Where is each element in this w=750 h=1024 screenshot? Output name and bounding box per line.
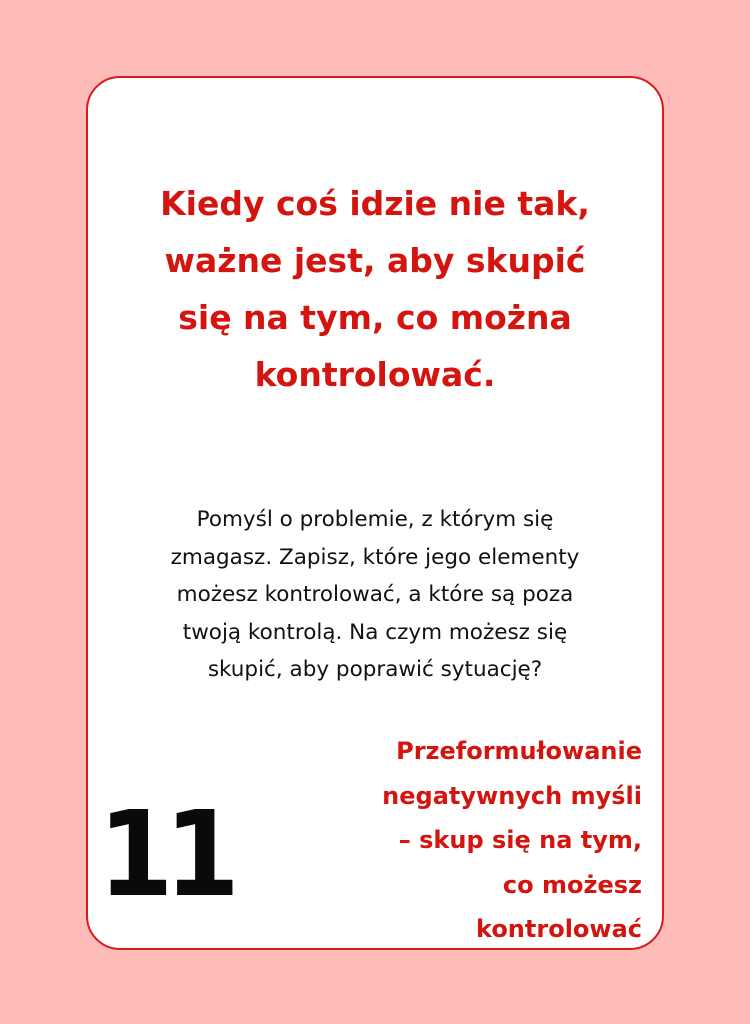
instruction-line: Pomyśl o problemie, z którym się bbox=[196, 507, 554, 532]
headline-line: Kiedy coś idzie nie tak, bbox=[160, 184, 590, 223]
exercise-card bbox=[86, 76, 664, 950]
title-line: kontrolować bbox=[476, 915, 642, 943]
card-number: 11 bbox=[98, 785, 231, 923]
instruction-line: możesz kontrolować, a które są poza bbox=[176, 582, 574, 607]
instruction-line: zmagasz. Zapisz, które jego elementy bbox=[170, 544, 580, 570]
instruction-line: twoją kontrolą. Na czym możesz się bbox=[182, 619, 568, 645]
headline-line: się na tym, co można bbox=[178, 298, 572, 337]
instruction-line: skupić, aby poprawić sytuację? bbox=[207, 657, 543, 682]
title-line: Przeformułowanie bbox=[396, 737, 642, 765]
card-title bbox=[382, 729, 642, 952]
title-line: – skup się na tym, bbox=[398, 826, 642, 854]
headline-line: kontrolować. bbox=[254, 355, 496, 394]
card-headline bbox=[88, 175, 662, 403]
title-line: co możesz bbox=[502, 870, 642, 899]
headline-line: ważne jest, aby skupić bbox=[164, 241, 586, 280]
title-line: negatywnych myśli bbox=[382, 781, 642, 810]
card-instructions bbox=[88, 501, 662, 689]
